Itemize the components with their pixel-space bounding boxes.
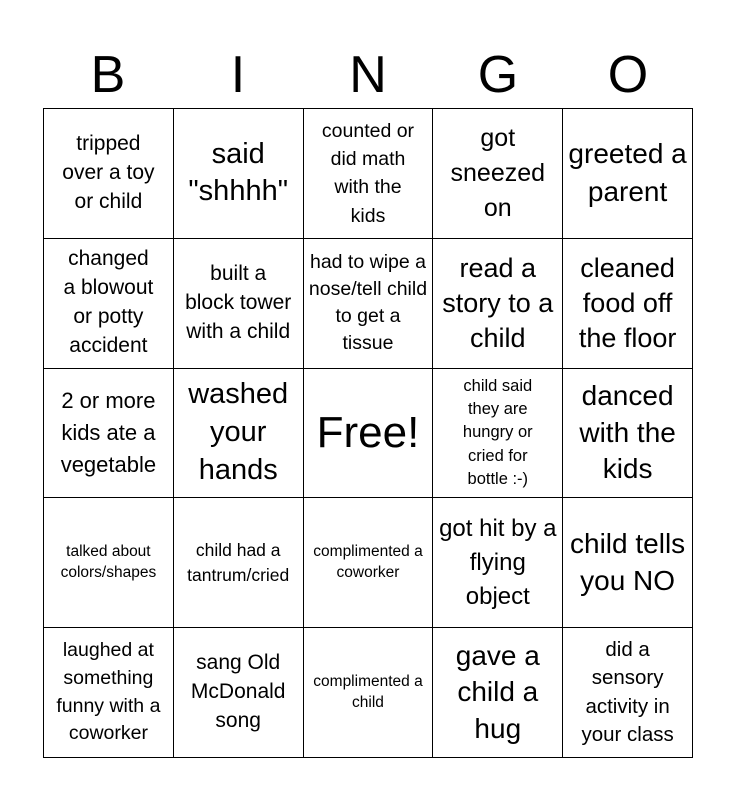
cell-text: read a story to a child (442, 252, 554, 353)
bingo-cell[interactable] (304, 109, 434, 239)
free-space-text: Free! (316, 407, 420, 457)
cell-text: danced with the kids (579, 380, 676, 485)
cell-text: child had a tantrum/cried (187, 540, 290, 585)
cell-text: complimented a coworker (313, 542, 423, 581)
cell-text: complimented a child (313, 672, 423, 711)
cell-text: built a block tower with a child (185, 261, 292, 343)
bingo-cell[interactable] (304, 498, 434, 628)
cell-text: gave a child a hug (455, 640, 540, 744)
bingo-cell[interactable] (304, 628, 434, 758)
cell-text: sang Old McDonald song (190, 651, 286, 733)
bingo-cell[interactable] (433, 109, 563, 239)
bingo-cell[interactable] (174, 109, 304, 239)
cell-text: 2 or more kids ate a vegetable (60, 388, 157, 477)
header-letter-b: B (90, 46, 126, 104)
bingo-cell[interactable] (563, 369, 693, 499)
cell-text: got hit by a flying object (439, 515, 557, 610)
cell-text: child tells you NO (570, 528, 686, 596)
cell-text: did a sensory activity in your class (581, 638, 674, 746)
cell-text: got sneezed on (450, 123, 546, 222)
bingo-cell[interactable] (174, 239, 304, 369)
bingo-cell[interactable] (44, 109, 174, 239)
cell-text: laughed at something funny with a coworker (56, 639, 161, 745)
bingo-cell[interactable] (174, 498, 304, 628)
cell-text: said "shhhh" (188, 137, 288, 208)
cell-text: counted or did math with the kids (321, 119, 415, 227)
cell-text: had to wipe a nose/tell child to get a tissue (308, 251, 428, 355)
bingo-cell[interactable] (563, 109, 693, 239)
cell-text: greeted a parent (568, 137, 687, 208)
bingo-header (43, 44, 693, 106)
bingo-cell[interactable] (304, 239, 434, 369)
bingo-cell[interactable] (174, 628, 304, 758)
bingo-cell[interactable] (433, 239, 563, 369)
bingo-cell[interactable] (433, 498, 563, 628)
cell-text: washed your hands (188, 378, 289, 486)
cell-text: changed a blowout or potty accident (63, 247, 154, 358)
bingo-cell[interactable] (44, 369, 174, 499)
bingo-cell[interactable] (44, 628, 174, 758)
cell-text: cleaned food off the floor (578, 252, 677, 353)
bingo-cell[interactable] (433, 369, 563, 499)
bingo-cell[interactable] (44, 239, 174, 369)
bingo-board (43, 108, 693, 758)
header-letter-g: G (477, 46, 519, 104)
cell-text: talked about colors/shapes (60, 542, 157, 581)
cell-text: child said they are hungry or cried for bottle :-) (462, 377, 533, 488)
bingo-cell[interactable] (174, 369, 304, 499)
header-letter-o: O (607, 46, 649, 104)
bingo-cell[interactable] (44, 498, 174, 628)
cell-text: tripped over a toy or child (62, 131, 155, 213)
header-letter-n: N (349, 46, 387, 104)
header-letter-i: I (230, 46, 246, 104)
bingo-cell[interactable] (563, 239, 693, 369)
free-space-cell[interactable] (304, 369, 434, 499)
bingo-cell[interactable] (563, 498, 693, 628)
bingo-cell[interactable] (433, 628, 563, 758)
bingo-cell[interactable] (563, 628, 693, 758)
